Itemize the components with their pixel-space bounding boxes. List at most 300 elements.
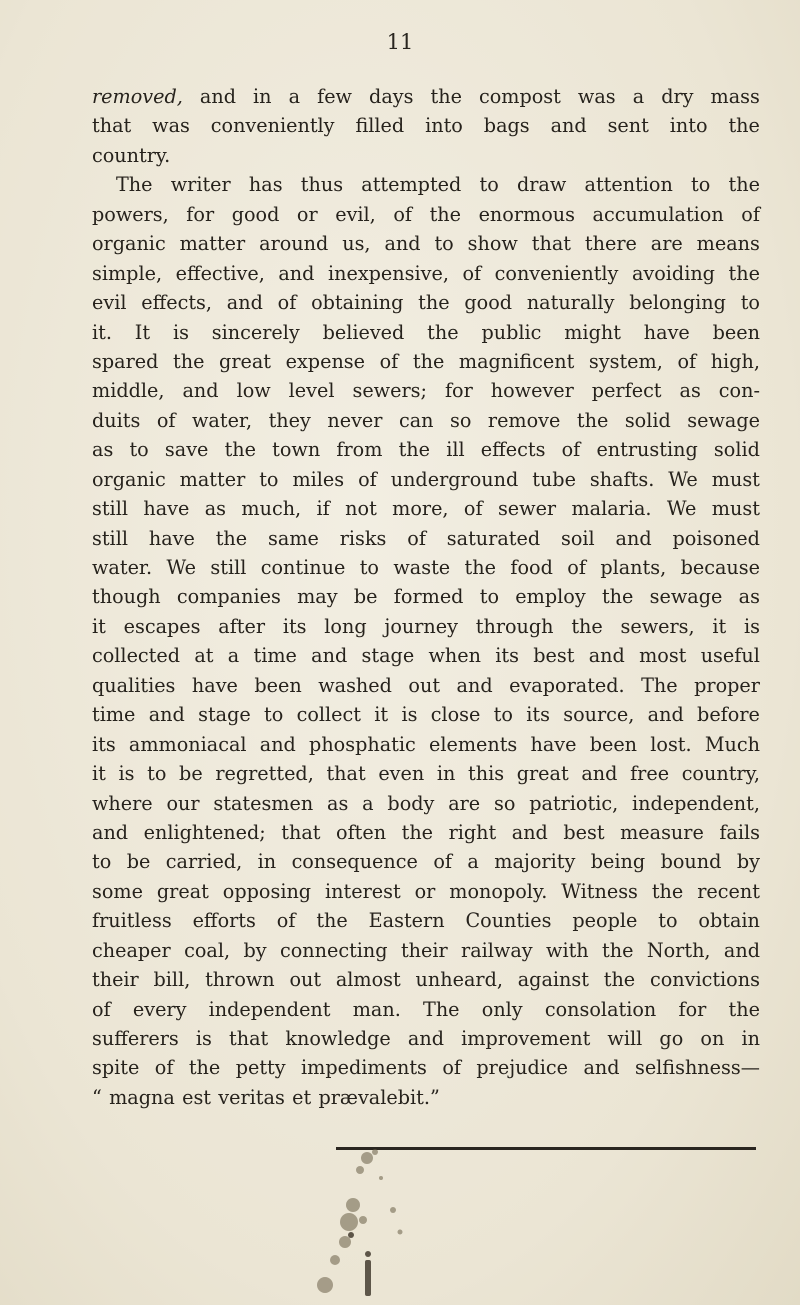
word: to [259, 467, 279, 491]
word: independent, [632, 791, 760, 815]
word: time [253, 644, 297, 668]
word: obtain [698, 909, 760, 933]
word: may [297, 585, 338, 609]
word: of [154, 1056, 174, 1080]
word: of [462, 261, 482, 285]
word: often [336, 820, 387, 844]
word: of [433, 850, 452, 874]
text-line [92, 1083, 760, 1112]
word: by [736, 850, 760, 874]
word: as [92, 438, 114, 462]
word: est [182, 1085, 212, 1109]
word: in [253, 85, 272, 108]
text-line [92, 200, 760, 229]
word: matter [179, 232, 246, 256]
word: almost [335, 968, 401, 992]
word: and [199, 85, 236, 108]
text-line [92, 111, 760, 140]
word: the [601, 585, 634, 609]
word: a [288, 85, 301, 108]
word: organic [92, 232, 166, 256]
text-line [92, 700, 760, 729]
text-line [92, 141, 760, 170]
word: interest [325, 879, 401, 903]
text-line [92, 82, 760, 111]
word: and [647, 703, 684, 727]
word: connecting [279, 938, 388, 962]
word: even [378, 762, 425, 786]
word: belonging [629, 291, 726, 315]
word: and [723, 938, 760, 962]
word: of [407, 526, 426, 550]
word: prævalebit.” [318, 1085, 440, 1109]
text-line [92, 789, 760, 818]
word: is [118, 762, 135, 786]
word: our [166, 791, 200, 815]
word: though [92, 585, 161, 609]
word: so [493, 791, 516, 815]
word: never [327, 408, 383, 432]
word: accumulation [592, 202, 724, 226]
word: perfect [591, 379, 662, 403]
word: collected [92, 644, 181, 668]
word: and [581, 762, 618, 786]
word: recent [697, 879, 760, 903]
word: time [92, 703, 136, 727]
word: man. [352, 997, 401, 1021]
word: the [728, 997, 760, 1021]
word: selfishness— [634, 1056, 760, 1080]
word: at [194, 644, 214, 668]
word: independent [208, 997, 331, 1021]
word: as [738, 585, 760, 609]
word: days [369, 85, 414, 108]
word: thrown [205, 968, 275, 992]
word: and [511, 820, 548, 844]
word: evaporated. [509, 673, 625, 697]
word: the [464, 556, 496, 579]
word: out [408, 673, 441, 697]
word: and [311, 644, 348, 668]
word: best [533, 644, 575, 668]
word: journey [384, 614, 458, 638]
word: unheard, [415, 968, 503, 992]
word: around [259, 232, 329, 256]
text-line [92, 906, 760, 935]
word: conveniently [210, 114, 335, 138]
text-line [92, 435, 760, 464]
word: The [116, 173, 153, 197]
word: of [92, 997, 111, 1021]
text-line [92, 1024, 760, 1053]
word: lost. [650, 732, 692, 756]
word: cheaper [92, 938, 171, 962]
word: dry [661, 85, 694, 108]
word: there [584, 232, 637, 256]
word: water, [192, 408, 253, 432]
word: of [442, 1056, 461, 1080]
word: being [590, 850, 646, 874]
word: phosphatic [309, 732, 416, 756]
word: magna [109, 1085, 175, 1109]
word: as [679, 379, 701, 403]
word: stage [198, 703, 251, 727]
word: the [603, 968, 636, 992]
word: are [650, 232, 683, 256]
word: improvement [461, 1027, 591, 1050]
word: to [691, 173, 711, 197]
word: the [418, 291, 450, 315]
word: good [464, 291, 513, 315]
word: been [254, 673, 302, 697]
word: was [152, 114, 190, 138]
word: of [276, 909, 296, 933]
word: to [264, 703, 284, 727]
word: is [401, 703, 418, 727]
word: consolation [544, 997, 657, 1021]
word: enormous [478, 202, 575, 226]
word: soil [561, 526, 595, 550]
word: have [143, 497, 190, 521]
word: been [712, 320, 760, 344]
word: plants, [600, 556, 667, 579]
text-line [92, 641, 760, 670]
word: that [92, 114, 132, 138]
text-line [92, 347, 760, 376]
word: compost [478, 85, 561, 108]
word: or [296, 202, 318, 226]
word: the [576, 408, 609, 432]
word: been [589, 732, 638, 756]
word: of [156, 408, 176, 432]
word: knowledge [285, 1027, 391, 1050]
word: for [186, 202, 215, 226]
word: washed [318, 673, 392, 697]
word: fails [719, 820, 760, 844]
word: and [384, 232, 421, 256]
word: the [427, 320, 459, 344]
word: sewer [497, 497, 557, 521]
word: into [669, 114, 708, 138]
word: waste [393, 556, 451, 579]
word: effective, [175, 261, 265, 285]
word: patriotic, [529, 791, 619, 815]
word: underground [390, 467, 519, 491]
word: collect [296, 703, 361, 727]
word: writer [170, 173, 231, 197]
word: best [563, 820, 605, 844]
text-line [92, 376, 760, 405]
word: still [92, 497, 128, 521]
word: malaria. [571, 497, 652, 521]
word: by [243, 938, 267, 962]
word: be [179, 762, 203, 786]
word: saturated [446, 526, 541, 550]
word: bound [660, 850, 722, 874]
word: and [550, 114, 587, 138]
word: great [219, 349, 272, 373]
word: opposing [222, 879, 312, 903]
word: free [630, 762, 670, 786]
word: obtaining [311, 291, 404, 315]
word: its [495, 644, 519, 668]
word: more, [392, 497, 449, 521]
word: close [430, 703, 481, 727]
word: enlightened; [143, 820, 266, 844]
word: thus [300, 173, 344, 197]
word: in [741, 1027, 760, 1050]
word: bill, [153, 968, 191, 992]
word: have [148, 526, 195, 550]
word: and [148, 703, 185, 727]
body-text [92, 82, 760, 1112]
word: a [227, 644, 240, 668]
word: save [164, 438, 209, 462]
word: source, [563, 703, 635, 727]
word: solid [713, 438, 760, 462]
word: it [712, 614, 727, 638]
word: shafts. [589, 467, 655, 491]
word: out [289, 968, 322, 992]
word: of [379, 349, 399, 373]
word: impediments [301, 1056, 427, 1080]
word: right [448, 820, 497, 844]
word: through [475, 614, 554, 638]
word: believed [322, 320, 405, 344]
text-line [92, 936, 760, 965]
word: when [428, 644, 481, 668]
word: sewers, [620, 614, 695, 638]
word: its [526, 703, 550, 727]
word: veritas [218, 1085, 285, 1109]
word: stage [361, 644, 415, 668]
word: can [398, 408, 434, 432]
word: after [218, 614, 266, 638]
word: simple, [92, 261, 163, 285]
word: The [641, 673, 678, 697]
word: might [564, 320, 621, 344]
word: Counties [465, 909, 552, 933]
word: most [639, 644, 687, 668]
word: to [479, 585, 500, 609]
word: to [658, 909, 678, 933]
word: and [615, 526, 652, 550]
word: to [493, 703, 513, 727]
word: with [546, 938, 589, 962]
word: the [651, 879, 684, 903]
text-line [92, 465, 760, 494]
word: their [400, 938, 448, 962]
word: the [429, 202, 462, 226]
word: town [272, 438, 321, 462]
word: will [607, 1027, 643, 1050]
word: must [711, 467, 760, 491]
word: companies [176, 585, 281, 609]
word: naturally [526, 291, 615, 315]
word: the [215, 526, 248, 550]
word: of [463, 497, 483, 521]
word: to [129, 438, 149, 462]
text-line [92, 730, 760, 759]
word: useful [700, 644, 760, 668]
word: sewage [649, 585, 723, 609]
word: country, [681, 762, 760, 786]
word: continue [260, 556, 346, 579]
word: and [583, 1056, 620, 1080]
text-line [92, 1053, 760, 1082]
word: duits [92, 408, 141, 432]
word: sincerely [211, 320, 300, 344]
text-line [92, 671, 760, 700]
word: powers, [92, 202, 169, 226]
word: et [292, 1085, 312, 1109]
word: is [172, 320, 189, 344]
text-line [92, 759, 760, 788]
word: be [353, 585, 378, 609]
word: consequence [291, 850, 418, 874]
word: poisoned [672, 526, 760, 550]
word: was [577, 85, 616, 108]
word: ammoniacal [128, 732, 247, 756]
word: removed, [92, 85, 183, 108]
word: sent [607, 114, 649, 138]
word: country. [92, 143, 171, 167]
word: avoiding [631, 261, 715, 285]
word: people [572, 909, 638, 933]
word: convictions [649, 968, 760, 992]
text-line [92, 318, 760, 347]
word: from [336, 438, 383, 462]
word: food [510, 556, 553, 579]
word: their [92, 968, 139, 992]
word: into [425, 114, 463, 138]
word: We [666, 497, 697, 521]
word: low [236, 379, 271, 403]
word: it [92, 614, 106, 638]
word: the [728, 173, 760, 197]
word: magnificent [458, 349, 575, 373]
word: the [412, 349, 445, 373]
word: sewage [687, 408, 760, 432]
word: in [257, 850, 277, 874]
word: the [398, 438, 431, 462]
word: draw [516, 173, 567, 197]
word: attention [584, 173, 673, 197]
word: the [602, 938, 634, 962]
word: have [191, 673, 238, 697]
word: because [680, 556, 760, 579]
word: middle, [92, 379, 165, 403]
word: of [358, 467, 377, 491]
word: water. [92, 556, 153, 579]
text-line [92, 582, 760, 611]
word: majority [494, 850, 576, 874]
word: it. [92, 320, 112, 344]
word: evil [92, 291, 127, 315]
word: railway [461, 938, 533, 962]
text-line [92, 288, 760, 317]
word: spared [92, 349, 159, 373]
word: for [678, 997, 707, 1021]
word: means [696, 232, 760, 256]
word: have [643, 320, 690, 344]
word: organic [92, 467, 166, 491]
word: only [481, 997, 523, 1021]
word: if [316, 497, 330, 521]
word: coal, [184, 938, 231, 962]
word: the [316, 909, 348, 933]
word: for [444, 379, 473, 403]
word: and [259, 732, 296, 756]
word: every [132, 997, 187, 1021]
word: as [204, 497, 227, 521]
text-line [92, 494, 760, 523]
word: are [448, 791, 481, 815]
word: inexpensive, [327, 261, 449, 285]
word: of [677, 349, 697, 373]
text-line [92, 406, 760, 435]
word: on [700, 1027, 725, 1050]
word: and [407, 1027, 444, 1050]
word: and [456, 673, 493, 697]
text-line [92, 229, 760, 258]
word: they [268, 408, 311, 432]
text-line [92, 965, 760, 994]
word: expense [285, 349, 365, 373]
word: the [571, 614, 603, 638]
word: regretted, [215, 762, 314, 786]
word: formed [393, 585, 464, 609]
text-line [92, 553, 760, 582]
word: have [530, 732, 577, 756]
text-line [92, 524, 760, 553]
word: to [92, 850, 112, 874]
word: Witness [561, 879, 638, 903]
word: the [728, 114, 760, 138]
word: the [728, 261, 760, 285]
word: and [92, 820, 129, 844]
word: matter [179, 467, 246, 491]
word: of [567, 556, 586, 579]
word: qualities [92, 673, 176, 697]
word: miles [292, 467, 345, 491]
word: the [430, 85, 462, 108]
word: however [490, 379, 574, 403]
word: and [226, 291, 263, 315]
word: that [531, 232, 571, 256]
word: high, [710, 349, 760, 373]
word: tube [532, 467, 576, 491]
word: great [516, 762, 569, 786]
word: Eastern [368, 909, 445, 933]
text-line [92, 847, 760, 876]
word: against [517, 968, 589, 992]
word: that [229, 1027, 269, 1050]
word: that [281, 820, 321, 844]
word: show [467, 232, 518, 256]
word: not [345, 497, 377, 521]
word: It [134, 320, 151, 344]
word: North, [646, 938, 711, 962]
word: the [401, 820, 434, 844]
word: has [248, 173, 283, 197]
word: the [173, 349, 205, 373]
word: is [195, 1027, 212, 1050]
word: in [436, 762, 456, 786]
word: effects, [141, 291, 212, 315]
word: it [92, 762, 106, 786]
word: solid [624, 408, 671, 432]
